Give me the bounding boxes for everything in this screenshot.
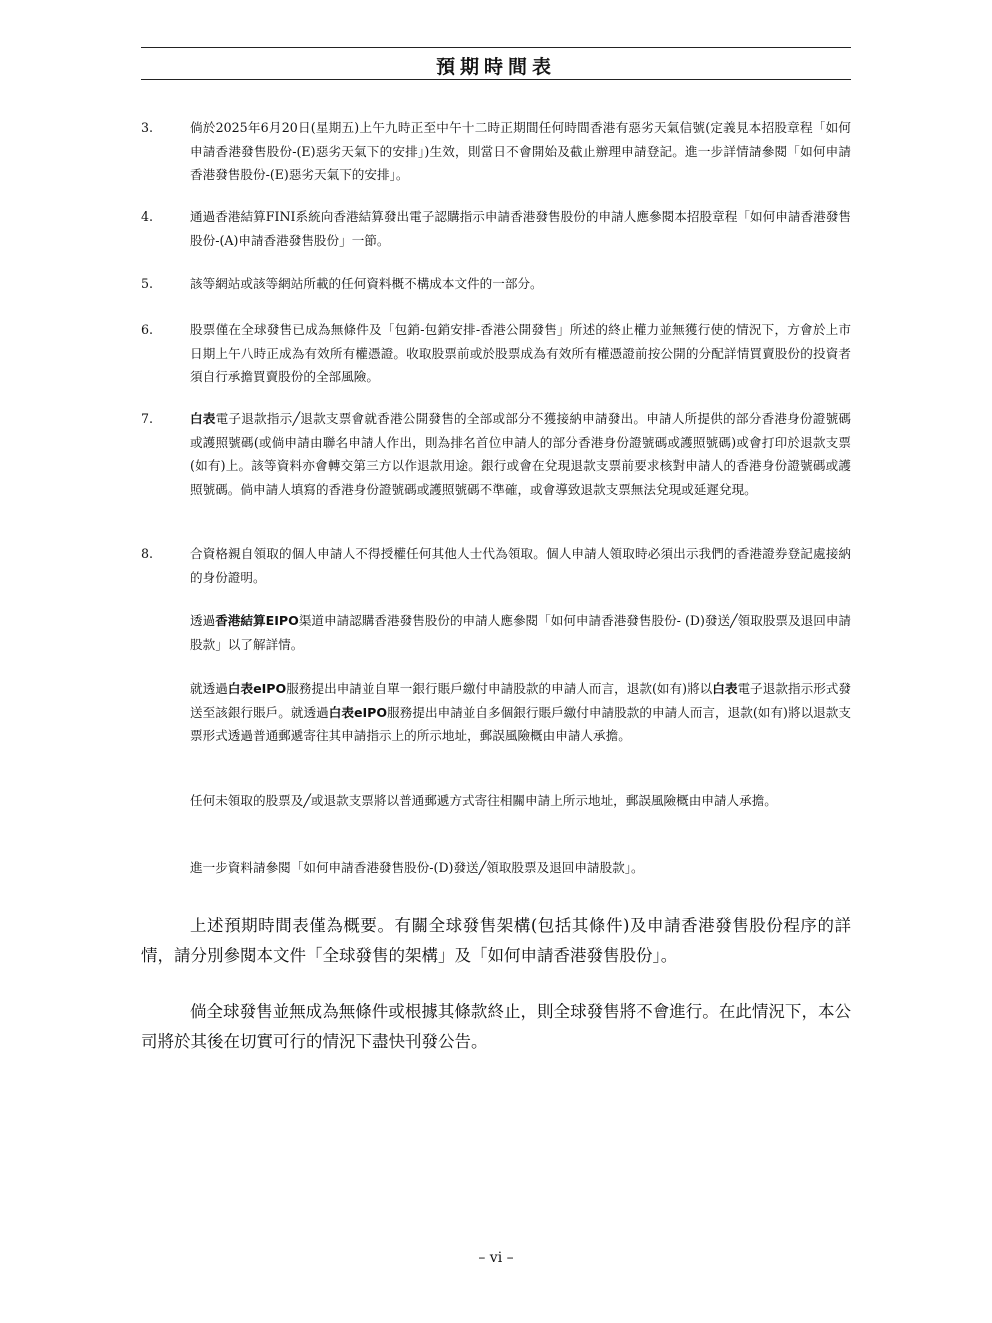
summary-paragraph: 倘全球發售並無成為無條件或根據其條款終止，則全球發售將不會進行。在此情況下，本公司將於其後在切實可行的情況下盡快刊發公告。 [141, 1002, 851, 1051]
header-top-rule [141, 47, 851, 48]
note-4 [141, 205, 851, 252]
note-text: 通過香港結算FINI系統向香港結算發出電子認購指示申請香港發售股份的申請人應參閱本招股章程「如何申請香港發售股份-(A)申請香港發售股份」一節。 [190, 209, 851, 248]
summary-paragraph: 上述預期時間表僅為概要。有關全球發售架構(包括其條件)及申請香港發售股份程序的詳情，請分別參閱本文件「全球發售的架構」及「如何申請香港發售股份」。 [141, 916, 851, 965]
note-number: 4. [141, 209, 154, 224]
note-8-paragraph-eipo [190, 609, 851, 656]
note-8 [141, 542, 851, 589]
text-run: 渠道申請認購香港發售股份的申請人應參閱「如何申請香港發售股份- (D)發送╱領取股票及退回申請股款」以了解詳情。 [190, 613, 852, 652]
note-8-paragraph-unclaimed: 任何未領取的股票及╱或退款支票將以普通郵遞方式寄往相關申請上所示地址，郵誤風險概由申請人承擔。 [190, 793, 777, 808]
bold-term: 白表eIPO [328, 704, 388, 720]
header-bottom-rule [141, 79, 851, 80]
note-number: 6. [141, 322, 154, 337]
note-5 [141, 272, 851, 296]
note-number: 8. [141, 546, 154, 561]
note-text: 合資格親自領取的個人申請人不得授權任何其他人士代為領取。個人申請人領取時必須出示我們的香港證券登記處接納的身份證明。 [190, 546, 851, 585]
page-title: 預期時間表 [435, 56, 556, 78]
note-text: 該等網站或該等網站所載的任何資料概不構成本文件的一部分。 [190, 276, 543, 291]
page-number: – vi – [478, 1250, 514, 1266]
bold-term: 白表 [190, 411, 216, 426]
note-text: 倘於2025年6月20日(星期五)上午九時正至中午十二時正期間任何時間香港有惡劣天氣信號(定義見本招股章程「如何申請香港發售股份-(E)惡劣天氣下的安排」)生效，則當日不會開始及截止辦理申請登記。進一步詳情請參閱「如何申請香港發售股份-(E)惡劣天氣下的安排」。 [190, 120, 851, 182]
note-text [190, 407, 851, 501]
text-run: 電子退款指示形式發送至該銀行賬戶。就透過 [190, 681, 852, 720]
note-number: 3. [141, 120, 154, 135]
note-number: 7. [141, 411, 154, 426]
note-7 [141, 407, 851, 501]
note-6 [141, 318, 851, 389]
note-text: 股票僅在全球發售已成為無條件及「包銷-包銷安排-香港公開發售」所述的終止權力並無獲行使的情況下，方會於上市日期上午八時正成為有效所有權憑證。收取股票前或於股票成為有效所有權憑證前按公開的分配詳情買賣股份的投資者須自行承擔買賣股份的全部風險。 [190, 322, 851, 384]
text-run: 就透過 [190, 681, 228, 696]
bold-term: 白表 [712, 681, 738, 696]
bold-term: 香港結算EIPO [215, 613, 299, 628]
note-8-paragraph-further-info: 進一步資料請參閱「如何申請香港發售股份-(D)發送╱領取股票及退回申請股款」。 [190, 860, 644, 875]
text-run: 透過 [190, 613, 216, 628]
text-run: 服務提出申請並自單一銀行賬戶繳付申請股款的申請人而言，退款(如有)將以 [286, 681, 713, 696]
text-run: 電子退款指示╱退款支票會就香港公開發售的全部或部分不獲接納申請發出。申請人所提供的部分香港身份證號碼或護照號碼(或倘申請由聯名申請人作出，則為排名首位申請人的部分香港身份證號碼或護照號碼)或會打印於退款支票(如有)上。該等資料亦會轉交第三方以作退款用途。銀行或會在兌現退款支票前要求核對申請人的香港身份證號碼或護照號碼。倘申請人填寫的香港身份證號碼或護照號碼不準確，或會導致退款支票無法兌現或延遲兌現。 [190, 411, 851, 497]
text-run: 服務提出申請並自多個銀行賬戶繳付申請股款的申請人而言，退款(如有)將以退款支票形式透過普通郵遞寄往其申請指示上的所示地址，郵誤風險概由申請人承擔。 [190, 704, 852, 743]
note-3 [141, 116, 851, 187]
bold-term: 白表eIPO [227, 681, 287, 696]
note-8-paragraph-refund [190, 677, 851, 748]
note-number: 5. [141, 276, 154, 291]
